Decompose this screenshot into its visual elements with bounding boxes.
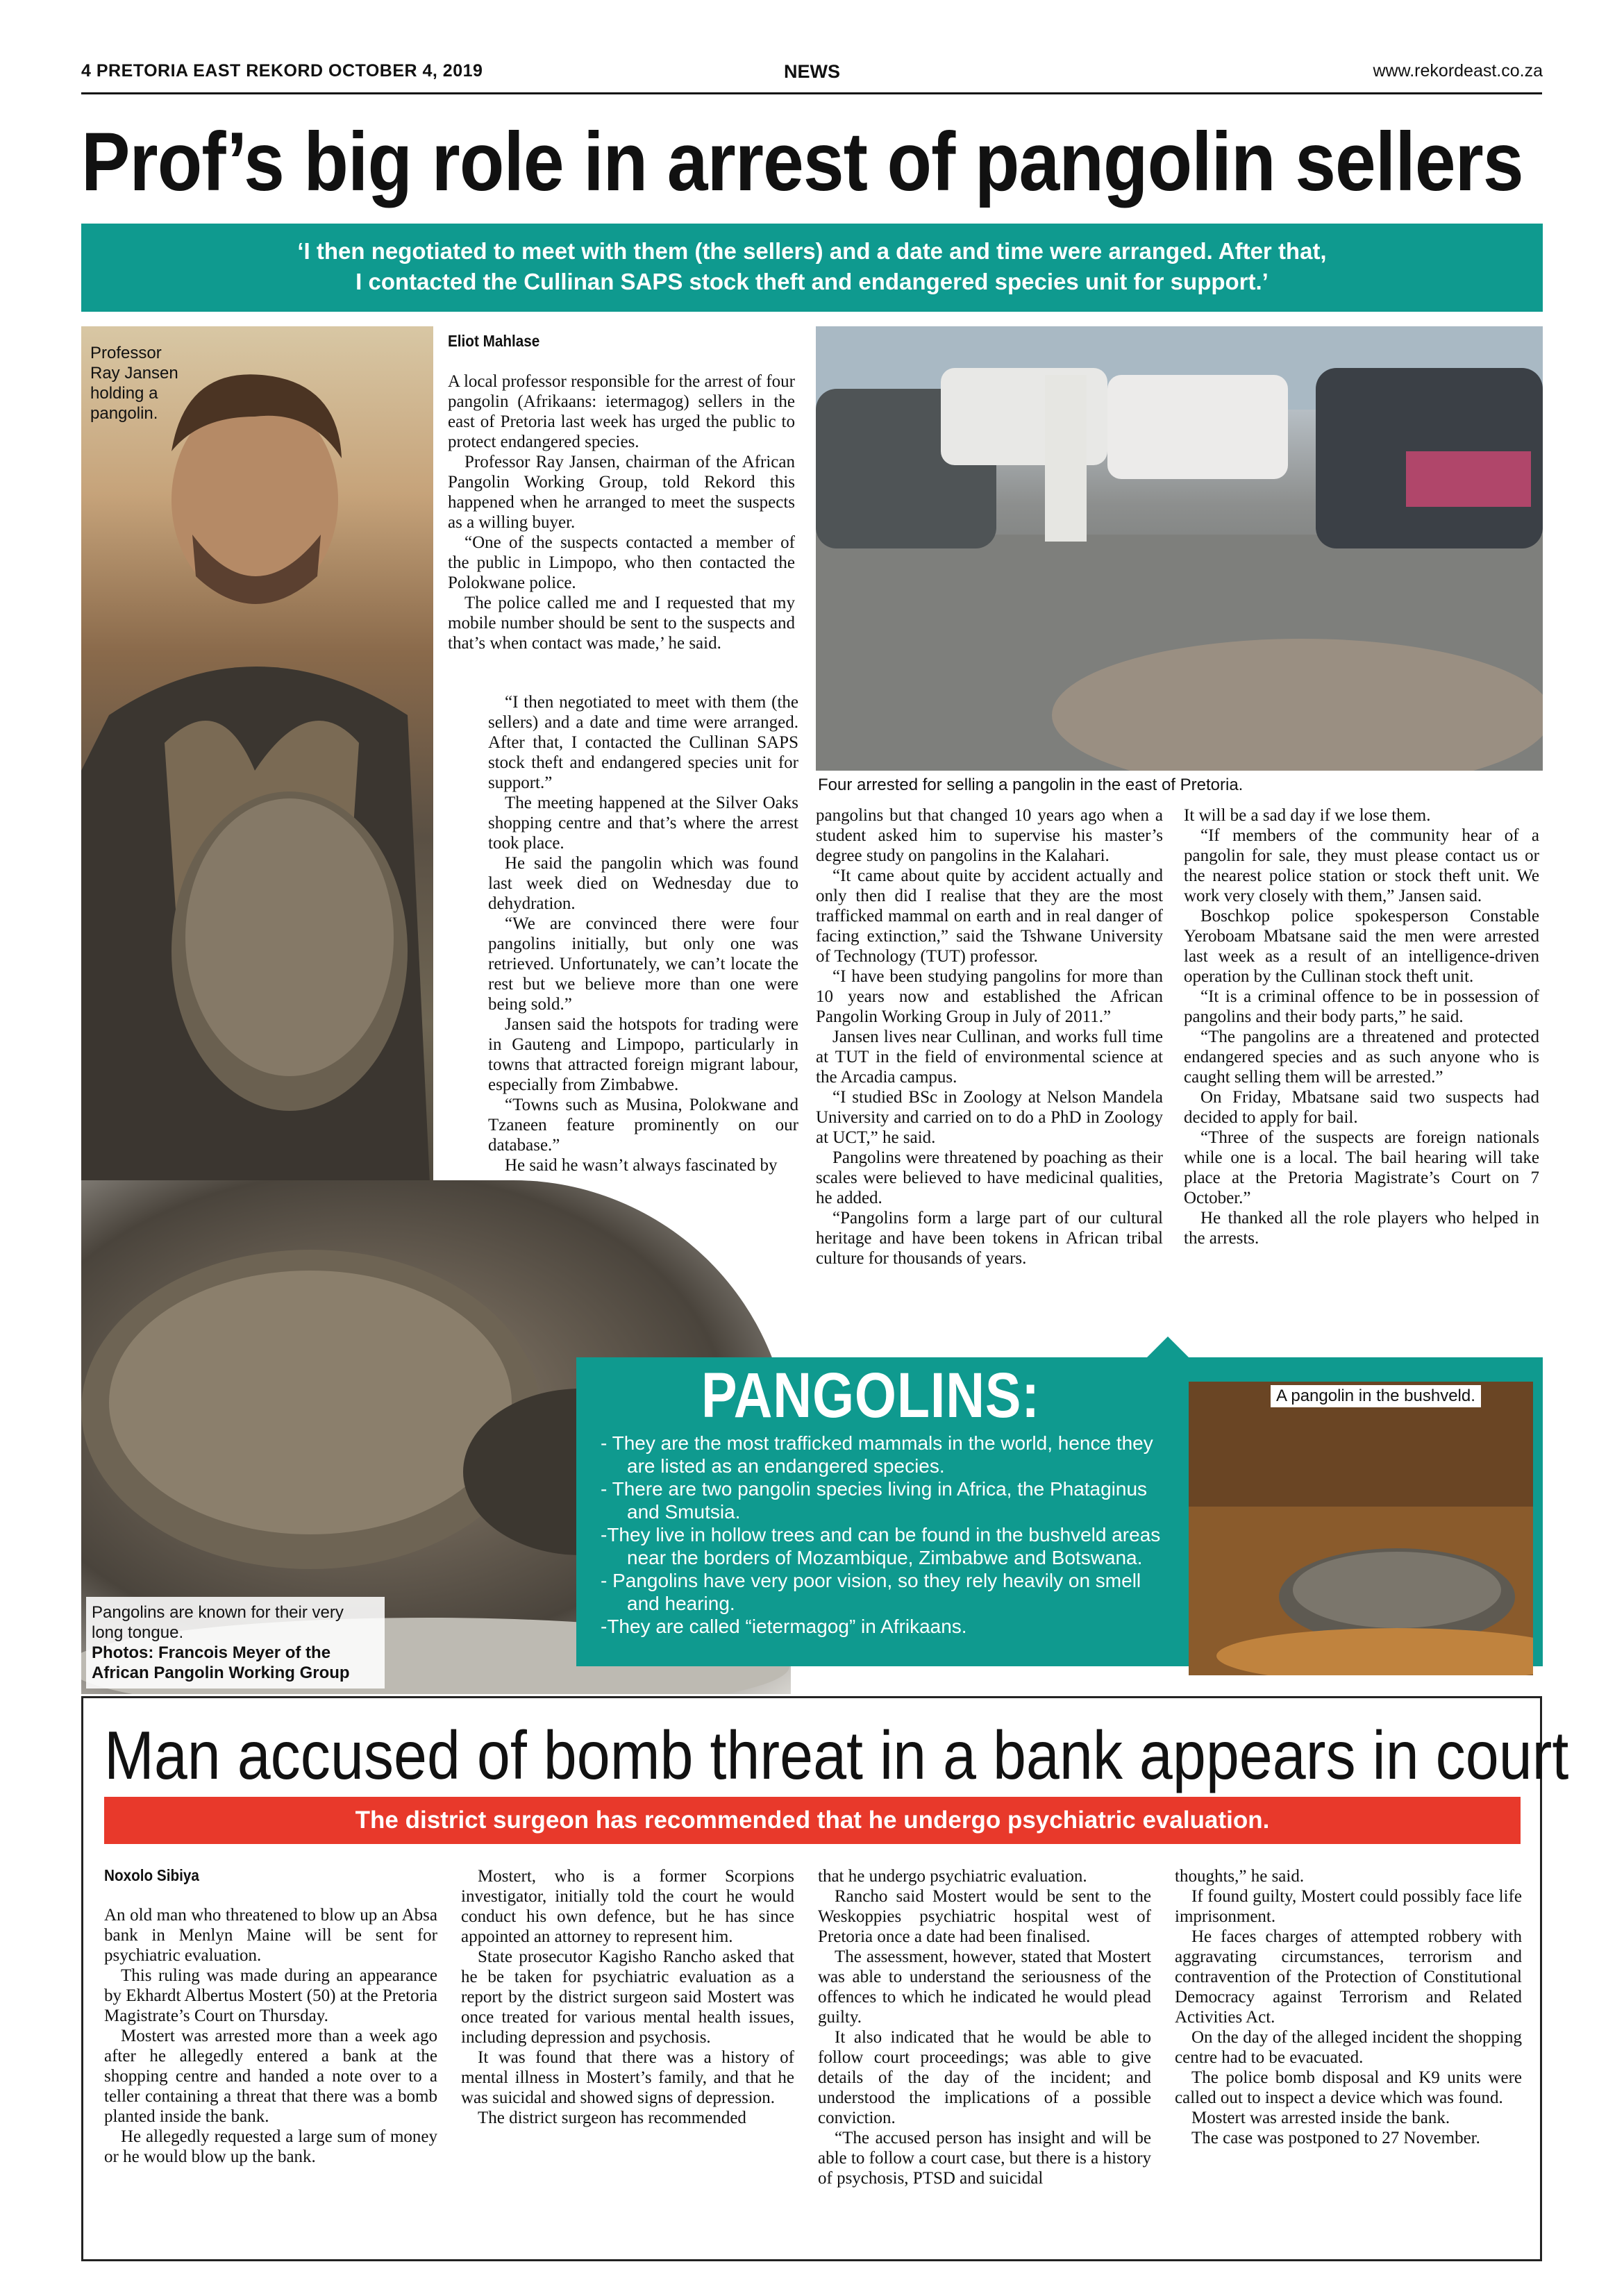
paragraph: pangolins but that changed 10 years ago when a student asked him to supervise his master’s degree study on pangolins in the Kalahari. — [816, 806, 1163, 865]
photo-caption-bushveld: A pangolin in the bushveld. — [1271, 1385, 1481, 1407]
article-column-1b — [488, 692, 798, 1175]
paragraph: “I have been studying pangolins for more than 10 years now and established the African Pangolin Working Group in July of 2011.” — [816, 967, 1163, 1026]
paragraph: “Pangolins form a large part of our cultural heritage and have been tokens in African tribal culture for thousands of years. — [816, 1209, 1163, 1268]
pull-quote-banner — [81, 224, 1543, 312]
paragraph: He said he wasn’t always fascinated by — [505, 1156, 778, 1175]
paragraph: “It came about quite by accident actually and only then did I realise that they are the most trafficked mammal on earth and in real danger of facing extinction,” said the Tshwane University of Technology (TUT) professor. — [816, 866, 1163, 966]
paragraph: The assessment, however, stated that Mostert was able to understand the seriousness of the offences to which he indicated he would plead guilty. — [818, 1947, 1151, 2027]
paragraph: It was found that there was a history of mental illness in Mostert’s family, and that he was suicidal and showed signs of depression. — [461, 2048, 794, 2107]
paragraph: “The pangolins are a threatened and protected endangered species and as such anyone who is caught selling them will be arrested.” — [1184, 1028, 1539, 1087]
article-column-2 — [816, 805, 1163, 1268]
paragraph: On Friday, Mbatsane said two suspects had decided to apply for bail. — [1184, 1088, 1539, 1127]
paragraph: “The accused person has insight and will be able to follow a court case, but there is a history of psychosis, PTSD and suicidal — [818, 2129, 1151, 2188]
paragraph: An old man who threatened to blow up an Absa bank in Menlyn Maine will be sent for psychiatric evaluation. — [104, 1906, 437, 1965]
paragraph: that he undergo psychiatric evaluation. — [818, 1867, 1087, 1886]
paragraph: “We are convinced there were four pangolins initially, but only one was retrieved. Unfortunately, we can’t locate the rest but we believe more than one were being sold.” — [488, 914, 798, 1014]
paragraph: It also indicated that he would be able to follow court proceedings; was able to give details of the day of the incident; and understood the implications of a possible conviction. — [818, 2028, 1151, 2127]
professor-photo — [81, 326, 433, 1257]
article2-column-2 — [461, 1866, 794, 2128]
paragraph: The case was postponed to 27 November. — [1191, 2129, 1480, 2147]
paragraph: “One of the suspects contacted a member of the public in Limpopo, who then contacted the Polokwane police. — [448, 533, 795, 592]
paragraph: He said the pangolin which was found last week died on Wednesday due to dehydration. — [488, 854, 798, 913]
article-column-3 — [1184, 805, 1539, 1248]
article-headline: Prof’s big role in arrest of pangolin sellers — [81, 115, 1523, 208]
paragraph: A local professor responsible for the arrest of four pangolin (Afrikaans: ietermagog) sellers in the east of Pretoria last week has urged the public to protect endangered species. — [448, 372, 795, 451]
paragraph: “It is a criminal offence to be in possession of pangolins and their body parts,” he said. — [1184, 987, 1539, 1026]
factbox-pointer — [1146, 1336, 1190, 1359]
article2-column-4 — [1175, 1866, 1522, 2148]
article2-byline: Noxolo Sibiya — [104, 1866, 199, 1884]
paragraph: This ruling was made during an appearance by Ekhardt Albertus Mostert (50) at the Pretoria Magistrate’s Court on Thursday. — [104, 1966, 437, 2025]
fact-item: -They are called “ietermagog” in Afrikaans. — [601, 1616, 967, 1637]
paragraph: He faces charges of attempted robbery with aggravating circumstances, terrorism and contravention of the Protection of Constitutional Democracy against Terrorism and Related Activities Act. — [1175, 1927, 1522, 2027]
pull-quote-line: I contacted the Cullinan SAPS stock theft and endangered species unit for support.’ — [355, 269, 1269, 294]
paragraph: Boschkop police spokesperson Constable Yeroboam Mbatsane said the men were arrested last week as a result of an intelligence-driven operation by the Cullinan stock theft unit. — [1184, 907, 1539, 986]
fact-item: - There are two pangolin species living in Africa, the Phataginus and Smutsia. — [601, 1478, 1148, 1523]
pull-quote-line: ‘I then negotiated to meet with them (the sellers) and a date and time were arranged. After that, — [297, 238, 1327, 264]
paragraph: The district surgeon has recommended — [478, 2109, 746, 2127]
article2-subhead-banner: The district surgeon has recommended that he undergo psychiatric evaluation. — [104, 1797, 1521, 1844]
article2-column-1 — [104, 1905, 437, 2167]
paragraph: Jansen said the hotspots for trading were in Gauteng and Limpopo, particularly in towns that attracted foreign migrant labour, especially from Zimbabwe. — [488, 1015, 798, 1094]
website-url: www.rekordeast.co.za — [1373, 61, 1543, 81]
bushveld-illustration — [1189, 1382, 1533, 1675]
paragraph: Professor Ray Jansen, chairman of the African Pangolin Working Group, told Rekord this happened when he arranged to meet the suspects as a willing buyer. — [448, 453, 795, 532]
professor-illustration — [81, 326, 433, 1257]
paragraph: The police called me and I requested that my mobile number should be sent to the suspects and that’s when contact was made,’ he said. — [448, 594, 795, 653]
photo-credit: Photos: Francois Meyer of the African Pangolin Working Group — [92, 1643, 350, 1682]
paragraph: If found guilty, Mostert could possibly face life imprisonment. — [1175, 1887, 1522, 1926]
page-folio: 4 PRETORIA EAST REKORD OCTOBER 4, 2019 — [81, 61, 483, 81]
paragraph: “I studied BSc in Zoology at Nelson Mandela University and carried on to do a PhD in Zoology at UCT,” he said. — [816, 1088, 1163, 1147]
arrest-scene-illustration — [816, 326, 1543, 771]
header-rule — [81, 92, 1542, 94]
caption-text: Pangolins are known for their very long tongue. — [92, 1603, 344, 1642]
photo-caption-tongue — [86, 1597, 385, 1689]
paragraph: Mostert, who is a former Scorpions investigator, initially told the court he would conduct his own defence, but he has since appointed an attorney to represent him. — [461, 1867, 794, 1946]
paragraph: Mostert was arrested more than a week ago after he allegedly entered a bank at the shopping centre and handed a note over to a teller containing a threat that there was a bomb planted inside the bank. — [104, 2027, 437, 2126]
paragraph: thoughts,” he said. — [1175, 1867, 1305, 1886]
photo-caption-arrest: Four arrested for selling a pangolin in the east of Pretoria. — [818, 776, 1244, 794]
fact-item: -They live in hollow trees and can be found in the bushveld areas near the borders of Mozambique, Zimbabwe and Botswana. — [601, 1524, 1161, 1568]
factbox-list — [601, 1432, 1177, 1638]
paragraph: Pangolins were threatened by poaching as their scales were believed to have medicinal qualities, he added. — [816, 1148, 1163, 1207]
section-label: NEWS — [784, 61, 840, 82]
fact-item: - Pangolins have very poor vision, so they rely heavily on smell and hearing. — [601, 1570, 1141, 1614]
paragraph: The police bomb disposal and K9 units were called out to inspect a device which was found. — [1175, 2068, 1522, 2107]
paragraph: Rancho said Mostert would be sent to the Weskoppies psychiatric hospital west of Pretoria once a date had been finalised. — [818, 1887, 1151, 1946]
paragraph: Jansen lives near Cullinan, and works full time at TUT in the field of environmental science at the Arcadia campus. — [816, 1028, 1163, 1087]
paragraph: On the day of the alleged incident the shopping centre had to be evacuated. — [1175, 2028, 1522, 2067]
paragraph: “I then negotiated to meet with them (the sellers) and a date and time were arranged. After that, I contacted the Cullinan SAPS stock theft and endangered species unit for support.” — [488, 693, 798, 792]
paragraph: He allegedly requested a large sum of money or he would blow up the bank. — [104, 2127, 437, 2166]
paragraph: The meeting happened at the Silver Oaks shopping centre and that’s where the arrest took place. — [488, 794, 798, 853]
paragraph: He thanked all the role players who helped in the arrests. — [1184, 1209, 1539, 1248]
fact-item: - They are the most trafficked mammals in the world, hence they are listed as an endangered species. — [601, 1432, 1153, 1477]
factbox-title: PANGOLINS: — [701, 1360, 1040, 1431]
article-column-1a — [448, 371, 795, 653]
arrest-scene-photo — [816, 326, 1543, 771]
article-byline: Eliot Mahlase — [448, 332, 540, 350]
paragraph: Mostert was arrested inside the bank. — [1191, 2109, 1450, 2127]
paragraph: State prosecutor Kagisho Rancho asked that he be taken for psychiatric evaluation as a report by the district surgeon said Mostert was once treated for various mental health issues, including depression and psychosis. — [461, 1947, 794, 2047]
paragraph: It will be a sad day if we lose them. — [1184, 806, 1431, 825]
pangolin-bushveld-photo — [1189, 1382, 1533, 1675]
paragraph: “Towns such as Musina, Polokwane and Tzaneen feature prominently on our database.” — [488, 1096, 798, 1155]
article2-column-3 — [818, 1866, 1151, 2188]
article2-headline: Man accused of bomb threat in a bank appears in court — [104, 1717, 1569, 1793]
photo-caption-professor: Professor Ray Jansen holding a pangolin. — [90, 344, 178, 423]
paragraph: “If members of the community hear of a pangolin for sale, they must please contact us or the nearest police station or stock theft unit. We work very closely with them,” Jansen said. — [1184, 826, 1539, 905]
paragraph: “Three of the suspects are foreign nationals while one is a local. The bail hearing will take place at the Pretoria Magistrate’s Court on 7 October.” — [1184, 1128, 1539, 1207]
